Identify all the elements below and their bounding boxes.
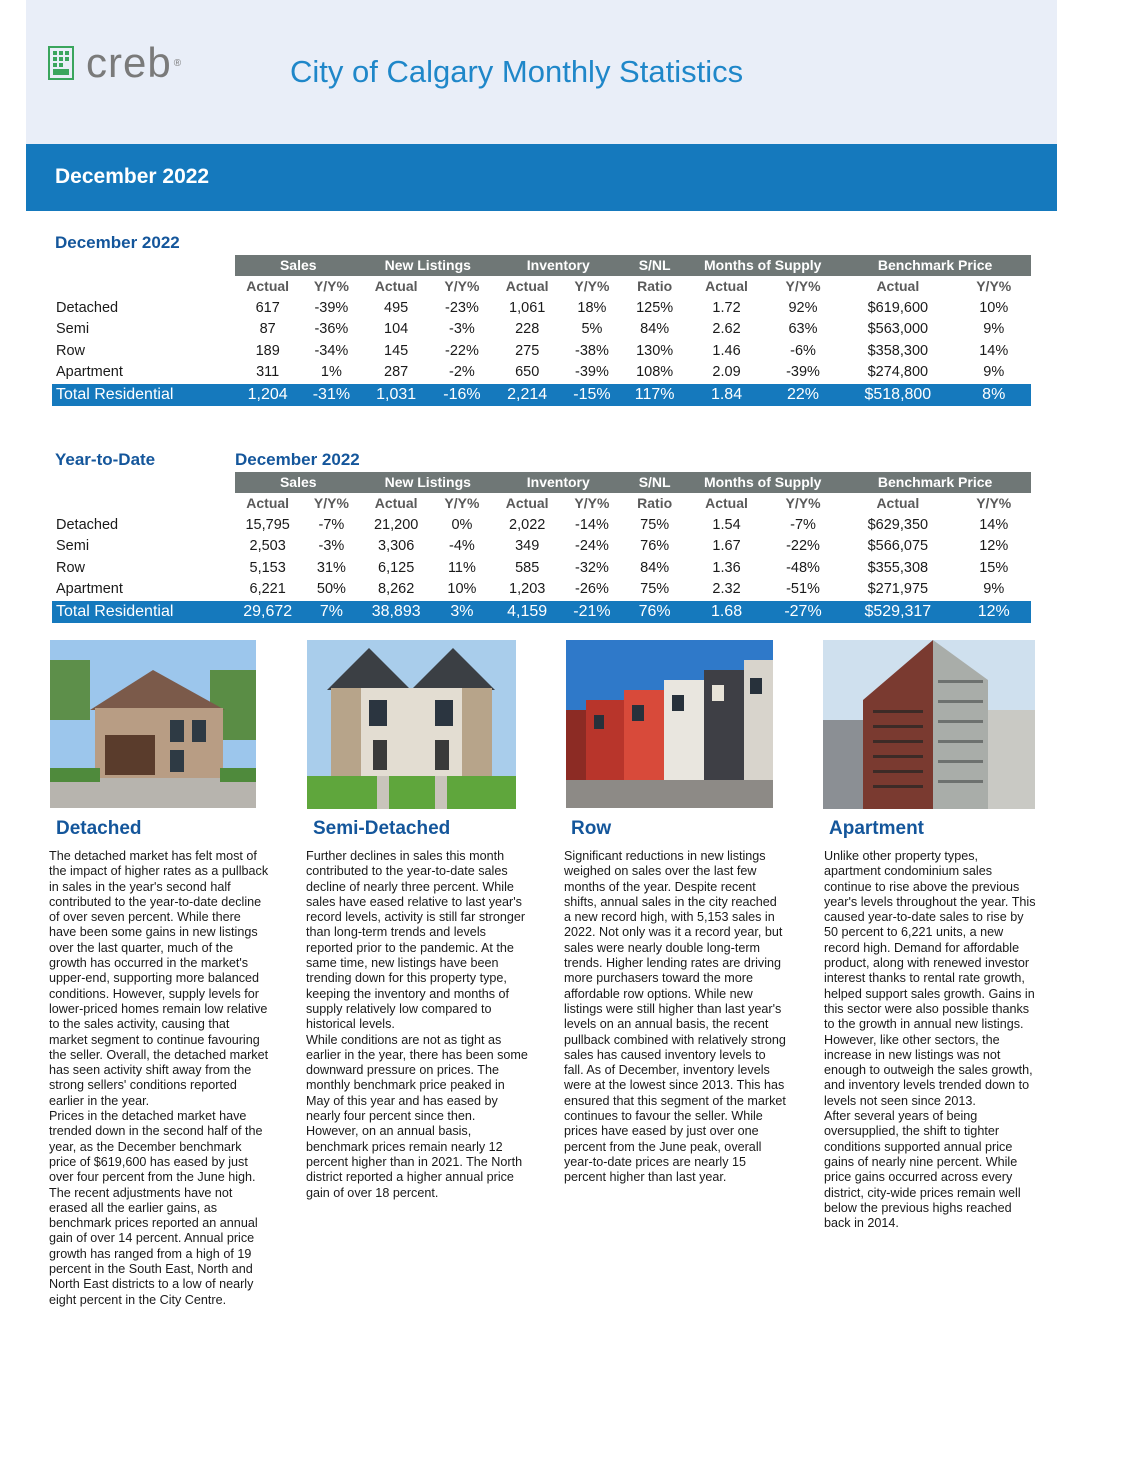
table-cell: $274,800 [867, 364, 929, 381]
sub-header-row [52, 493, 1031, 515]
table-row [52, 579, 1031, 601]
table-cell: -39% [314, 299, 349, 316]
table-row [52, 298, 1031, 320]
sub-header: Actual [374, 278, 418, 294]
ytd-period-label: December 2022 [235, 450, 360, 469]
table-cell: 3% [430, 601, 493, 623]
table-cell: -36% [314, 321, 349, 338]
table-cell: 15,795 [245, 516, 290, 533]
group-header-snl: S/NL [623, 255, 686, 276]
total-row [52, 601, 1031, 623]
table-cell: -14% [575, 516, 609, 533]
table-cell: -4% [449, 538, 475, 555]
table-cell: 14% [979, 516, 1009, 533]
table-cell: $629,350 [867, 516, 929, 533]
group-header-inventory: Inventory [494, 472, 624, 493]
table-cell: $518,800 [839, 384, 956, 406]
table-cell: -7% [318, 516, 345, 533]
table-cell: 1.84 [686, 384, 767, 406]
detached-body [49, 849, 271, 1308]
group-header-row [52, 472, 1031, 493]
table-cell: 76% [623, 601, 686, 623]
table-cell: 1,204 [235, 384, 301, 406]
monthly-stats-table [52, 255, 1031, 406]
paragraph: Unlike other property types, apartment condominium sales continue to rise above the previous year's levels throughout the year. This caused year-to-date sales to rise by 50 percent to 6,221 units, a new record high. Demand for affordable product, along with renewed investor interest thanks to rental rate growth, helped support sales growth. Gains in this sector were also possible thanks to the growth in annual new listings. However, like other sectors, the increase in new listings was not enough to outweigh the sales growth, and inventory levels trended down to levels not seen since 2013. [824, 849, 1036, 1108]
sub-header: Y/Y% [444, 495, 480, 511]
row-label: Semi [56, 321, 90, 338]
table-cell: $619,600 [867, 299, 929, 316]
table-cell: 617 [255, 299, 280, 316]
table-cell: 21,200 [373, 516, 419, 533]
sub-header: Y/Y% [785, 278, 821, 294]
paragraph: Significant reductions in new listings weighed on sales over the last few months of the year. Despite recent shifts, annual sales in the city reached a new record high, with 5,153 sales in 2022. Not only was it a record year, but sales were nearly double long-term trends. Higher lending rates are driving more purchasers toward the more affordable row options. While new listings were still higher than last year's levels on an annual basis, the recent pullback combined with relatively strong sales has caused inventory levels to fall. As of December, inventory levels were at the lowest since 2013. This has ensured that this segment of the market continues to favour the seller. While prices have eased by just over one percent from the June peak, overall year-to-date prices are nearly 15 percent higher than last year. [564, 849, 786, 1185]
table-cell: -2% [449, 364, 475, 381]
sub-header: Y/Y% [313, 278, 349, 294]
table-cell: 5,153 [249, 559, 286, 576]
apartment-title: Apartment [829, 818, 925, 839]
table-cell: 18% [577, 299, 607, 316]
table-cell: 1.54 [712, 516, 741, 533]
table-cell: 84% [640, 321, 670, 338]
table-row [52, 362, 1031, 384]
group-header-sales: Sales [235, 255, 362, 276]
table-cell: 8% [956, 384, 1031, 406]
group-header-new-listings: New Listings [362, 255, 494, 276]
table-cell: -32% [575, 559, 609, 576]
group-header-months-of-supply: Months of Supply [686, 255, 839, 276]
row-label: Apartment [56, 364, 123, 381]
sub-header-blank [52, 493, 235, 515]
building-icon [48, 46, 74, 80]
table-cell: -38% [575, 342, 609, 359]
table-cell: 1,061 [509, 299, 546, 316]
table-cell: 585 [515, 559, 540, 576]
table-cell: 1.36 [712, 559, 741, 576]
sub-header: Actual [705, 495, 748, 511]
sub-header: Ratio [637, 278, 673, 294]
table-cell: 50% [316, 581, 346, 598]
table-cell: 495 [384, 299, 409, 316]
table-cell: 4,159 [494, 601, 561, 623]
semi-detached-body [306, 849, 528, 1201]
table-cell: 650 [515, 364, 540, 381]
table-cell: $563,000 [867, 321, 929, 338]
table-cell: 125% [636, 299, 674, 316]
table-cell: 275 [515, 342, 540, 359]
table-cell: 12% [956, 601, 1031, 623]
apartment-tower-photo [823, 640, 1035, 809]
sub-header: Y/Y% [313, 495, 349, 511]
table-cell: -48% [786, 559, 820, 576]
row-label: Total Residential [52, 601, 235, 623]
row-label: Row [56, 342, 86, 359]
table-cell: 9% [983, 581, 1005, 598]
table-cell: 104 [384, 321, 409, 338]
sub-header: Actual [246, 278, 290, 294]
table-cell: 38,893 [362, 601, 430, 623]
table-cell: 31% [316, 559, 346, 576]
group-header-sales: Sales [235, 472, 362, 493]
row-townhouse-photo [566, 640, 773, 808]
apartment-body [824, 849, 1038, 1231]
table-cell: -7% [790, 516, 816, 533]
table-cell: 92% [788, 299, 818, 316]
table-row [52, 536, 1031, 558]
table-cell: 7% [301, 601, 362, 623]
table-cell: 1,203 [509, 581, 546, 598]
table-cell: 130% [636, 342, 674, 359]
table-cell: 8,262 [378, 581, 415, 598]
sub-header: Y/Y% [785, 495, 821, 511]
table-cell: 75% [640, 581, 670, 598]
table-cell: -31% [301, 384, 362, 406]
sub-header: Y/Y% [976, 278, 1012, 294]
table-cell: 1.67 [712, 538, 741, 555]
registered-mark: ® [173, 57, 182, 69]
table-cell: -3% [449, 321, 475, 338]
sub-header: Actual [505, 278, 549, 294]
table-cell: 84% [640, 559, 670, 576]
table-cell: -34% [314, 342, 349, 359]
sub-header: Y/Y% [976, 495, 1012, 511]
table-cell: -39% [786, 364, 820, 381]
ytd-stats-table [52, 472, 1031, 623]
detached-house-photo [50, 640, 256, 808]
table-cell: 145 [384, 342, 409, 359]
table-cell: 1.46 [712, 342, 741, 359]
table-cell: -16% [430, 384, 493, 406]
group-header-months-of-supply: Months of Supply [686, 472, 839, 493]
sub-header: Actual [876, 495, 920, 511]
paragraph: While conditions are not as tight as earlier in the year, there has been some downward pressure on prices. The monthly benchmark price peaked in May of this year and has eased by nearly four percent since then. However, on an annual basis, benchmark prices remain nearly 12 percent higher than in 2021. The North district reported a higher annual price gain of over 18 percent. [306, 1032, 528, 1200]
table-cell: 0% [451, 516, 473, 533]
table-cell: -24% [575, 538, 609, 555]
table-cell: 12% [979, 538, 1009, 555]
table-cell: $355,308 [867, 559, 929, 576]
table-cell: 2,214 [494, 384, 561, 406]
detached-title: Detached [56, 818, 142, 839]
month-banner [26, 144, 1057, 211]
sub-header: Actual [246, 495, 290, 511]
table-row [52, 515, 1031, 537]
table-cell: -15% [561, 384, 623, 406]
table-cell: 11% [447, 559, 476, 576]
paragraph: Prices in the detached market have trended down in the second half of the year, as the December benchmark price of $619,600 has eased by just over four percent from the June high. The recent adjustments have not erased all the earlier gains, as benchmark prices reported an annual gain of over 14 percent. Annual price growth has ranged from a high of 19 percent in the South East, North and North East districts to a low of nearly eight percent in the City Centre. [49, 1109, 263, 1307]
monthly-section-label: December 2022 [55, 233, 180, 252]
table-cell: 6,221 [249, 581, 286, 598]
row-label: Detached [56, 516, 119, 533]
table-cell: 15% [979, 559, 1009, 576]
table-row [52, 558, 1031, 580]
table-cell: 1.72 [712, 299, 741, 316]
sub-header-row [52, 276, 1031, 298]
sub-header: Actual [876, 278, 920, 294]
table-cell: -39% [575, 364, 609, 381]
table-cell: 311 [256, 364, 280, 381]
row-label: Row [56, 559, 86, 576]
table-cell: 75% [640, 516, 670, 533]
table-cell: $271,975 [867, 581, 929, 598]
table-cell: -22% [444, 342, 479, 359]
group-header-row [52, 255, 1031, 276]
sub-header: Actual [374, 495, 418, 511]
table-cell: 22% [767, 384, 839, 406]
row-label: Semi [56, 538, 90, 555]
sub-header: Ratio [637, 495, 673, 511]
table-cell: 63% [788, 321, 818, 338]
table-cell: 87 [259, 321, 276, 338]
table-cell: -27% [767, 601, 839, 623]
table-cell: 2,503 [249, 538, 286, 555]
table-cell: 29,672 [235, 601, 301, 623]
table-cell: -26% [575, 581, 609, 598]
table-cell: 14% [979, 342, 1009, 359]
table-cell: 9% [983, 364, 1005, 381]
row-label: Detached [56, 299, 119, 316]
group-header-benchmark-price: Benchmark Price [839, 255, 1031, 276]
group-header-snl: S/NL [623, 472, 686, 493]
total-row [52, 384, 1031, 406]
month-banner-text: December 2022 [55, 165, 210, 188]
sub-header: Y/Y% [444, 278, 480, 294]
paragraph: After several years of being oversupplied, the shift to tighter conditions supported annual price gains of nearly nine percent. While price gains occurred across every district, city-wide prices remain well below the previous highs reached back in 2014. [824, 1109, 1021, 1231]
sub-header: Y/Y% [574, 278, 610, 294]
table-cell: 287 [384, 364, 409, 381]
table-cell: 349 [515, 538, 540, 555]
row-label: Apartment [56, 581, 123, 598]
table-cell: 1,031 [362, 384, 430, 406]
creb-logo [48, 39, 182, 86]
table-cell: 10% [447, 581, 477, 598]
table-cell: 228 [515, 321, 540, 338]
logo-text: creb [86, 39, 172, 86]
group-header-new-listings: New Listings [362, 472, 494, 493]
table-cell: 6,125 [378, 559, 415, 576]
table-cell: 9% [983, 321, 1005, 338]
table-row [52, 341, 1031, 363]
row-title: Row [571, 818, 612, 839]
table-cell: 1.68 [686, 601, 767, 623]
page-title: City of Calgary Monthly Statistics [290, 54, 744, 89]
blank-corner [52, 255, 235, 276]
table-cell: -6% [790, 342, 816, 359]
table-cell: $529,317 [839, 601, 956, 623]
sub-header-blank [52, 276, 235, 298]
paragraph: Further declines in sales this month contributed to the year-to-date sales decline of nearly three percent. While sales have eased relative to last year's record levels, activity is still far stronger than long-term trends and levels reported prior to the pandemic. At the same time, new listings have been trending down for this property type, keeping the inventory and months of supply relatively low compared to historical levels. [306, 849, 526, 1032]
row-body [564, 849, 786, 1186]
table-cell: 76% [640, 538, 670, 555]
table-cell: 2.32 [712, 581, 741, 598]
semi-detached-title: Semi-Detached [313, 818, 451, 839]
table-cell: 5% [581, 321, 603, 338]
table-cell: 10% [979, 299, 1009, 316]
table-cell: 2.62 [712, 321, 741, 338]
table-cell: 189 [255, 342, 280, 359]
table-cell: 2,022 [509, 516, 546, 533]
paragraph: The detached market has felt most of the impact of higher rates as a pullback in sales in the year's second half contributed to the year-to-date decline of over seven percent. While there have been some gains in new listings over the last quarter, much of the growth has occurred in the market's upper-end, supporting more balanced conditions. However, supply levels for lower-priced homes remain low relative to the sales activity, causing that market segment to continue favouring the seller. Overall, the detached market has seen activity shift away from the strong sellers' conditions reported earlier in the year. [49, 849, 269, 1108]
table-cell: $358,300 [867, 342, 929, 359]
ytd-section-label: Year-to-Date [55, 450, 156, 469]
sub-header: Actual [505, 495, 549, 511]
table-cell: -23% [444, 299, 479, 316]
table-cell: 3,306 [378, 538, 415, 555]
table-cell: 2.09 [712, 364, 741, 381]
group-header-benchmark-price: Benchmark Price [839, 472, 1031, 493]
row-label: Total Residential [52, 384, 235, 406]
table-cell: 1% [320, 364, 342, 381]
table-cell: -22% [786, 538, 820, 555]
semi-detached-house-photo [307, 640, 516, 809]
table-cell: 117% [623, 384, 686, 406]
sub-header: Y/Y% [574, 495, 610, 511]
table-cell: 108% [636, 364, 674, 381]
blank-corner [52, 472, 235, 493]
table-cell: $566,075 [867, 538, 929, 555]
table-row [52, 319, 1031, 341]
table-cell: -3% [318, 538, 345, 555]
table-cell: -21% [561, 601, 623, 623]
group-header-inventory: Inventory [494, 255, 624, 276]
table-cell: -51% [786, 581, 820, 598]
sub-header: Actual [705, 278, 748, 294]
